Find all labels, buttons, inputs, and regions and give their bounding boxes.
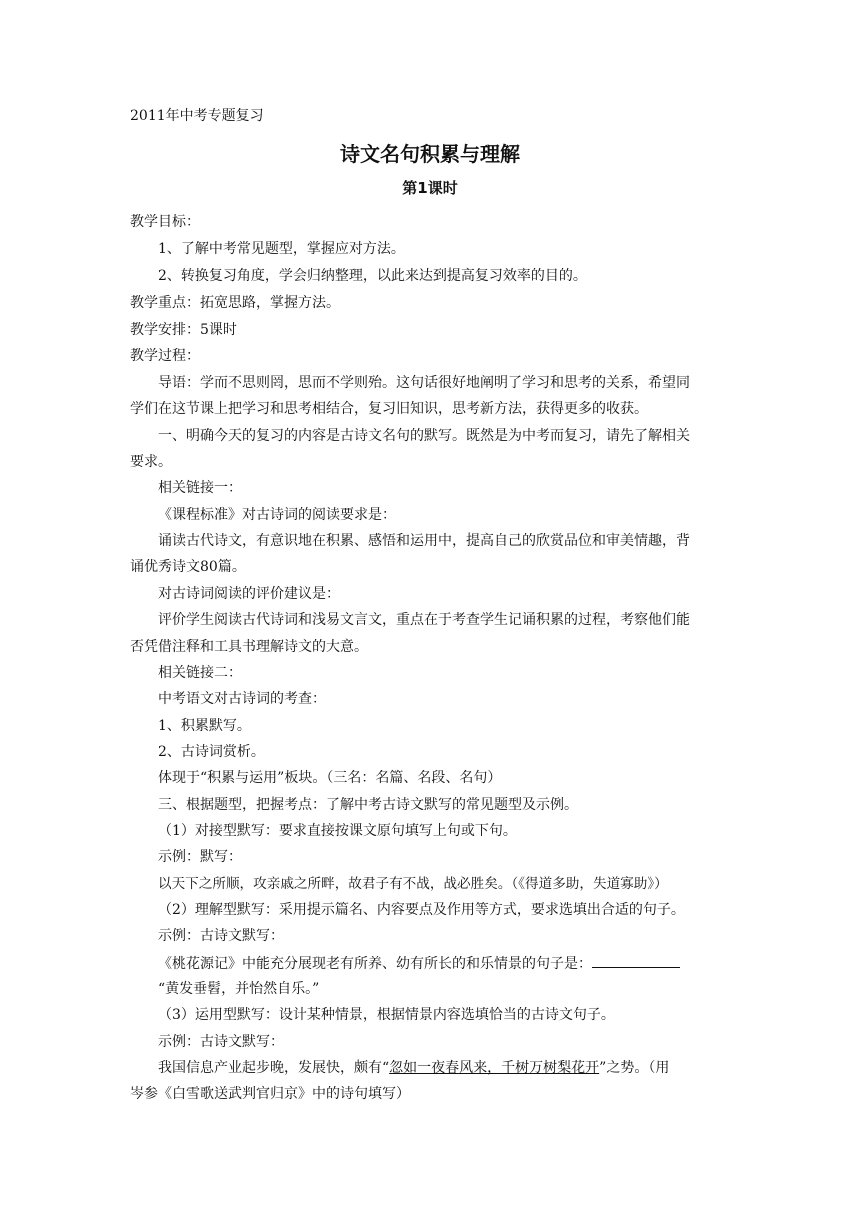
link2-label: 相关链接二： (158, 665, 242, 681)
standard-label: 《课程标准》对古诗词的阅读要求是： (158, 507, 396, 523)
key-points: 教学重点：拓宽思路，掌握方法。 (130, 295, 340, 311)
example3-label: 示例：古诗文默写： (158, 1034, 284, 1050)
example3-quote: 忽如一夜春风来，千树万树梨花开 (389, 1060, 600, 1076)
type3: （3）运用型默写：设计某种情景，根据情景内容选填恰当的古诗文句子。 (158, 1007, 615, 1023)
objective-1: 1、了解中考常见题型，掌握应对方法。 (158, 241, 405, 257)
doc-header: 2011年中考专题复习 (130, 108, 264, 124)
objective-2: 2、转换复习角度，学会归纳整理，以此来达到提高复习效率的目的。 (158, 268, 587, 284)
step1-line-2: 要求。 (130, 454, 172, 470)
example1-label: 示例：默写： (158, 849, 242, 865)
example3-line-1 (158, 1058, 669, 1078)
example1: 以天下之所顺，攻亲戚之所畔，故君子有不战，战必胜矣。（《得道多助，失道寡助》） (158, 876, 668, 892)
standard-line-2: 诵优秀诗文80篇。 (130, 559, 246, 575)
example3-line-2: 岑参《白雪歌送武判官归京》中的诗句填写） (130, 1086, 410, 1102)
example2-label: 示例：古诗文默写： (158, 928, 284, 944)
example3-post: ”之势。（用 (599, 1060, 670, 1076)
type1: （1）对接型默写：要求直接按课文原句填写上句或下句。 (158, 823, 517, 839)
example2-question (158, 953, 680, 974)
arrangement: 教学安排：5课时 (130, 322, 237, 338)
example2-question-text: 《桃花源记》中能充分展现老有所养、幼有所长的和乐情景的句子是： (158, 956, 592, 972)
objectives-label: 教学目标： (130, 214, 200, 230)
eval-line-1: 评价学生阅读古代诗词和浅易文言文，重点在于考查学生记诵积累的过程，考察他们能 (158, 612, 690, 628)
process-label: 教学过程： (130, 348, 200, 364)
example2-answer: “黄发垂髫，并怡然自乐。” (158, 981, 320, 997)
exam-note: 体现于“积累与运用”板块。（三名：名篇、名段、名句） (158, 770, 502, 786)
eval-line-2: 否凭借注释和工具书理解诗文的大意。 (130, 639, 368, 655)
step3: 三、根据题型，把握考点：了解中考古诗文默写的常见题型及示例。 (158, 797, 578, 813)
type2: （2）理解型默写：采用提示篇名、内容要点及作用等方式，要求选填出合适的句子。 (158, 902, 685, 918)
example3-pre: 我国信息产业起步晚，发展快，颇有“ (158, 1060, 390, 1076)
link1-label: 相关链接一： (158, 480, 242, 496)
answer-blank (592, 953, 680, 968)
intro-line-2: 学们在这节课上把学习和思考相结合，复习旧知识，思考新方法，获得更多的收获。 (130, 401, 648, 417)
exam-item-2: 2、古诗词赏析。 (158, 744, 265, 760)
standard-line-1: 诵读古代诗文，有意识地在积累、感悟和运用中，提高自己的欣赏品位和审美情趣，背 (158, 533, 690, 549)
exam-item-1: 1、积累默写。 (158, 718, 251, 734)
intro-line-1: 导语：学而不思则罔，思而不学则殆。这句话很好地阐明了学习和思考的关系，希望同 (158, 375, 690, 391)
step1-line-1: 一、明确今天的复习的内容是古诗文名句的默写。既然是为中考而复习，请先了解相关 (158, 428, 690, 444)
doc-title: 诗文名句积累与理解 (340, 142, 520, 166)
eval-label: 对古诗词阅读的评价建议是： (158, 586, 340, 602)
exam-label: 中考语文对古诗词的考查： (158, 691, 326, 707)
doc-subtitle: 第1课时 (402, 179, 458, 197)
